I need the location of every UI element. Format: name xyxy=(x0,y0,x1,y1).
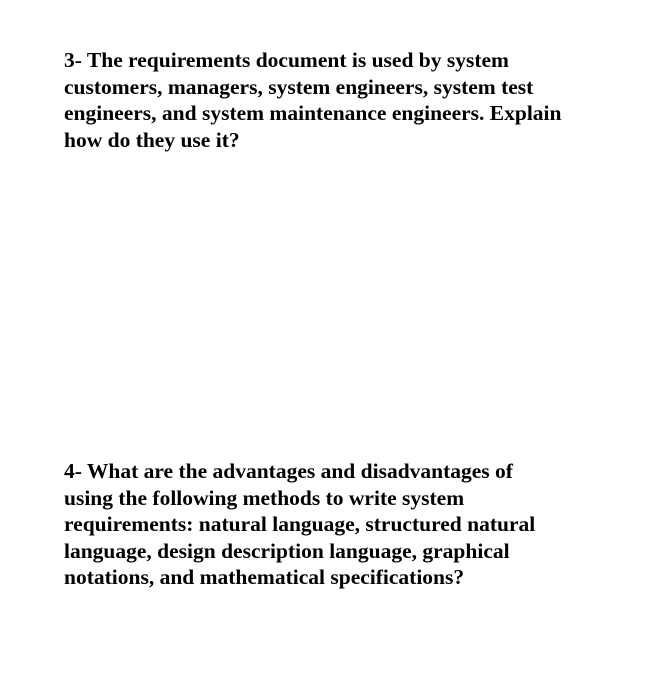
question-4-line-4: language, design description language, graphical xyxy=(64,538,510,563)
question-3-line-1: 3- The requirements document is used by system xyxy=(64,48,509,72)
question-4-line-1: 4- What are the advantages and disadvantages of xyxy=(64,459,513,483)
question-4-line-3: requirements: natural language, structured natural xyxy=(64,512,536,536)
question-3-line-4: how do they use it? xyxy=(64,127,240,152)
question-4-line-5: notations, and mathematical specifications? xyxy=(64,565,465,589)
question-3-line-2: customers, managers, system engineers, system test xyxy=(64,74,534,99)
question-3 xyxy=(64,47,624,153)
question-3-line-3: engineers, and system maintenance engineers. Explain xyxy=(64,101,562,125)
question-4-line-2: using the following methods to write system xyxy=(64,485,465,510)
question-4 xyxy=(64,458,624,591)
